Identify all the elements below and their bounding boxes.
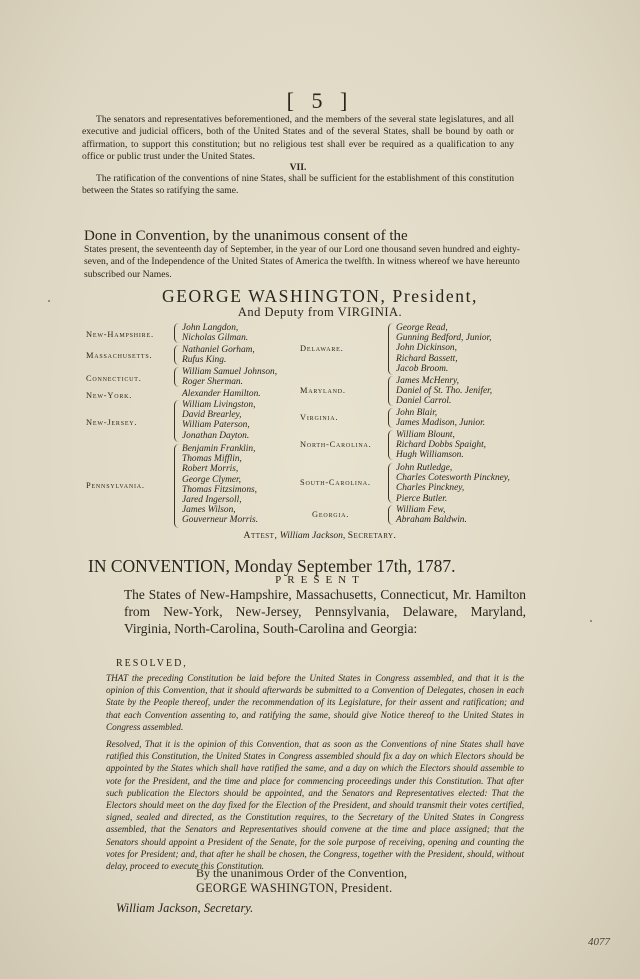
signer-name: Roger Sherman.: [182, 377, 243, 388]
signer-name: Rufus King.: [182, 355, 227, 366]
signer-name: John Dickinson,: [396, 343, 457, 354]
signer-name: Pierce Butler.: [396, 493, 448, 504]
signer-name: James McHenry,: [396, 376, 459, 386]
brace: [388, 430, 393, 460]
signer-name: George Read,: [396, 323, 448, 333]
attest-prefix: Attest,: [243, 530, 278, 541]
resolution-1: THAT the preceding Constitution be laid before the United States in Congress assembled, and that it is the opinion of this Convention, that it should afterwards be submitted to a Convention of Delegates, chosen in each State by the People thereof, under the recommendation of its Legislature, for their assent and ratification; and that each Convention assenting to, and ratifying the same, should give Notice thereof to the United States in Congress assembled.: [106, 673, 524, 732]
brace: [174, 400, 179, 442]
signer-list-maryland: [396, 376, 492, 407]
page-number: [ 5 ]: [286, 88, 354, 113]
deputy-line: And Deputy from VIRGINIA.: [237, 305, 403, 319]
signer-list-new-york: [182, 389, 261, 399]
state-label-virginia: Virginia.: [300, 413, 339, 422]
brace: [388, 323, 393, 375]
done-in-convention-text: States present, the seventeenth day of September, in the year of our Lord one thousand seven hundred and eighty-seven, and of the Independence of the United States of America the twelfth. In witness whereof we have hereunto subscribed our Names.: [84, 244, 521, 280]
signer-name: James Madison, Junior.: [396, 418, 486, 429]
brace: [388, 505, 393, 525]
attest-line: [0, 530, 640, 541]
signer-name: Benjamin Franklin,: [182, 444, 256, 454]
signer-list-massachusetts: [182, 345, 255, 365]
signer-name: Nicholas Gilman.: [182, 333, 249, 344]
state-label-georgia: Georgia.: [312, 510, 350, 519]
brace: [174, 345, 179, 365]
signer-name: Richard Bassett,: [396, 353, 458, 364]
brace: [388, 408, 393, 428]
present-label: PRESENT: [275, 574, 365, 586]
signer-name: Jared Ingersoll,: [182, 495, 242, 506]
state-label-massachusetts: Massachusetts.: [86, 351, 153, 360]
done-in-convention-heading: Done in Convention, by the unanimous consent of the: [84, 228, 408, 244]
signer-name: Thomas Mifflin,: [182, 454, 242, 465]
signer-name: Gouverneur Morris.: [182, 515, 259, 526]
state-label-new-york: New-York.: [86, 391, 133, 400]
paper-speck: [48, 300, 50, 302]
folio-number: 4077: [588, 936, 610, 948]
signer-name: George Clymer,: [182, 474, 242, 485]
signer-list-connecticut: [182, 367, 277, 387]
signer-list-virginia: [396, 408, 485, 428]
signer-name: Hugh Williamson.: [396, 450, 464, 461]
state-label-delaware: Delaware.: [300, 344, 344, 353]
state-label-north-carolina: North-Carolina.: [300, 440, 372, 449]
brace: [174, 367, 179, 387]
signer-name: Charles Pinckney,: [396, 483, 465, 494]
signer-name: David Brearley,: [182, 410, 242, 421]
resolution-2: Resolved, That it is the opinion of this Convention, that as soon as the Conventions of nine States shall have ratified this Constitution, the United States in Congress assembled should fix a day on which Electors should be appointed by the States which shall have ratified the same, and a day on which the Electors should assemble to vote for the President, and the time and place for commencing proceedings under this Constitution. That after such publication the Electors should be appointed, and the Senators and Representatives elected: That the Electors should meet on the day fixed for the Election of the President, and should transmit their votes certified, signed, sealed and directed, as the Constitution requires, to the Secretary of the United States in Congress assembled, that the Senators and Representatives should convene at the time and place assigned; that the Senators should appoint a President of the Senate, for the sole purpose of receiving, opening and counting the votes for President; and, that after he shall be chosen, the Congress, together with the President, should, without delay, proceed to execute this Constitution.: [106, 739, 524, 872]
signer-name: William Paterson,: [182, 420, 250, 431]
order-line: By the unanimous Order of the Convention,: [196, 866, 407, 880]
states-present-text: The States of New-Hampshire, Massachusetts, Connecticut, Mr. Hamilton from New-York, New-Jersey, Pennsylvania, Delaware, Maryland, Virginia, North-Carolina, South-Carolina and Georgia:: [124, 587, 526, 636]
signer-list-georgia: [396, 505, 467, 525]
president-signature-line: GEORGE WASHINGTON, President,: [161, 286, 479, 306]
signer-name: John Rutledge,: [396, 463, 453, 473]
signer-list-south-carolina: [396, 463, 510, 504]
signer-name: Charles Cotesworth Pinckney,: [396, 473, 510, 484]
brace: [388, 376, 393, 406]
state-label-connecticut: Connecticut.: [86, 374, 142, 383]
article-7-paragraph: The ratification of the conventions of nine States, shall be sufficient for the establishment of this constitution between the States so ratifying the same.: [82, 173, 514, 197]
attest-title: Secretary.: [347, 530, 397, 541]
secretary-line: William Jackson, Secretary.: [116, 901, 254, 915]
signer-name: Jonathan Dayton.: [182, 430, 250, 441]
signer-name: Daniel of St. Tho. Jenifer,: [396, 386, 493, 397]
signer-name: John Langdon,: [182, 323, 239, 333]
signer-list-north-carolina: [396, 430, 486, 461]
signer-name: Richard Dobbs Spaight,: [396, 440, 487, 451]
brace: [174, 444, 179, 528]
signer-name: Thomas Fitzsimons,: [182, 484, 258, 495]
signer-list-new-jersey: [182, 400, 255, 441]
signer-name: James Wilson,: [182, 505, 236, 516]
brace: [388, 463, 393, 503]
signer-name: William Livingston,: [182, 400, 256, 410]
state-label-maryland: Maryland.: [300, 386, 346, 395]
signer-name: Nathaniel Gorham,: [182, 345, 255, 355]
signer-name: William Blount,: [396, 430, 455, 440]
state-label-new-hampshire: New-Hampshire.: [86, 330, 154, 339]
signer-list-pennsylvania: [182, 444, 258, 526]
order-signature: GEORGE WASHINGTON, President.: [196, 881, 393, 895]
brace: [174, 323, 179, 343]
signer-name: Robert Morris,: [182, 464, 239, 475]
signer-list-new-hampshire: [182, 323, 248, 343]
signer-name: Daniel Carrol.: [396, 396, 452, 407]
signer-name: Gunning Bedford, Junior,: [396, 333, 492, 344]
state-label-south-carolina: South-Carolina.: [300, 478, 371, 487]
state-label-new-jersey: New-Jersey.: [86, 418, 138, 427]
convention-heading: IN CONVENTION, Monday September 17th, 1787.: [88, 556, 456, 576]
signer-name: William Few,: [396, 505, 446, 515]
signer-name: Abraham Baldwin.: [396, 515, 467, 526]
article-6-paragraph: The senators and representatives beforementioned, and the members of the several state legislatures, and all executive and judicial officers, both of the United States and of the several States, shall be bound by oath or affirmation, to support this constitution; but no religious test shall ever be required as a qualification to any office or public trust under the United States.: [82, 114, 514, 162]
attest-name: William Jackson,: [279, 530, 346, 541]
signer-name: Alexander Hamilton.: [182, 389, 261, 399]
article-7-heading: VII.: [289, 162, 307, 173]
signer-list-delaware: [396, 323, 491, 374]
signer-name: Jacob Broom.: [396, 363, 449, 374]
resolved-heading: RESOLVED,: [116, 658, 188, 669]
signer-name: John Blair,: [396, 408, 438, 418]
state-label-pennsylvania: Pennsylvania.: [86, 481, 145, 490]
paper-speck: [590, 620, 592, 622]
signer-name: William Samuel Johnson,: [182, 367, 278, 377]
